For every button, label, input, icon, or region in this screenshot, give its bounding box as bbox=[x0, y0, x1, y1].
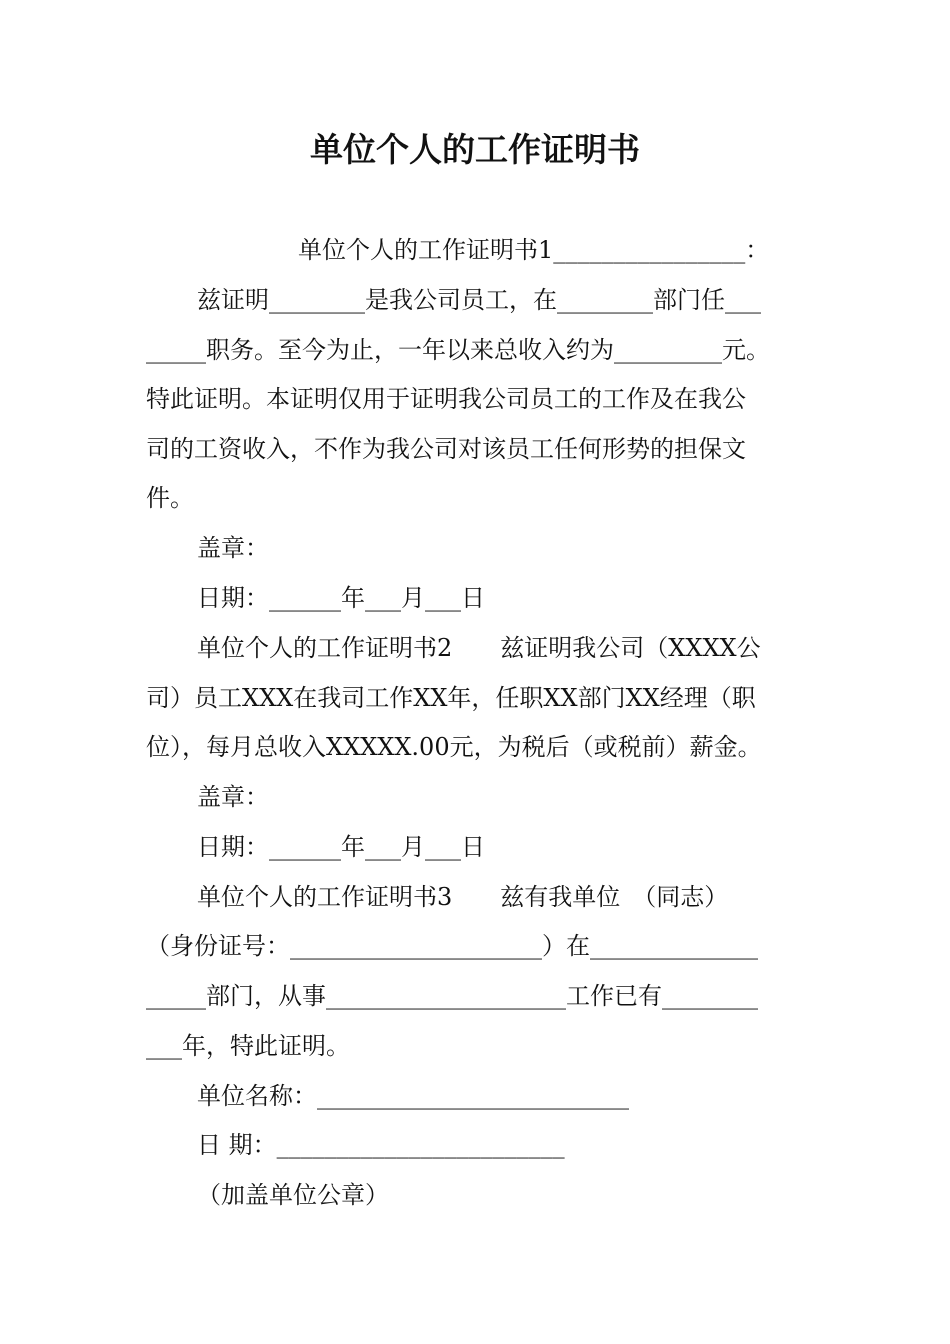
cert1-heading: 单位个人的工作证明书1________________： bbox=[298, 236, 770, 264]
cert2-body-line: 位），每月总收入XXXXX.00元，为税后（或税前）薪金。 bbox=[146, 733, 762, 761]
cert3-body-line: 单位个人的工作证明书3 兹有我单位 （同志） bbox=[197, 883, 729, 911]
cert3-body-line: ___年，特此证明。 bbox=[146, 1032, 350, 1060]
cert1-seal-label: 盖章： bbox=[197, 534, 269, 562]
cert1-date-line: 日期：______年___月___日 bbox=[197, 584, 485, 612]
cert2-body-line: 司）员工XXX在我司工作XX年，任职XX部门XX经理（职 bbox=[146, 684, 756, 712]
cert1-body-line: 兹证明________是我公司员工，在________部门任___ bbox=[197, 286, 761, 314]
cert3-body-line: _____部门，从事____________________工作已有________ bbox=[146, 982, 758, 1010]
cert1-body-line: 特此证明。本证明仅用于证明我公司员工的工作及在我公 bbox=[146, 385, 746, 413]
cert2-body-line: 单位个人的工作证明书2 兹证明我公司（XXXX公 bbox=[197, 634, 761, 662]
document-title: 单位个人的工作证明书 bbox=[310, 130, 640, 169]
cert2-date-line: 日期：______年___月___日 bbox=[197, 833, 485, 861]
cert2-seal-label: 盖章： bbox=[197, 783, 269, 811]
cert3-unit-name-line: 单位名称：__________________________ bbox=[197, 1082, 629, 1110]
cert3-date-line: 日 期：________________________ bbox=[197, 1131, 565, 1159]
cert3-seal-note: （加盖单位公章） bbox=[197, 1181, 389, 1209]
cert1-body-line: 件。 bbox=[146, 484, 194, 512]
cert3-body-line: （身份证号：_____________________）在______________ bbox=[146, 932, 758, 960]
cert1-body-line: _____职务。至今为止，一年以来总收入约为_________元。 bbox=[146, 336, 770, 364]
cert1-body-line: 司的工资收入，不作为我公司对该员工任何形势的担保文 bbox=[146, 435, 746, 463]
